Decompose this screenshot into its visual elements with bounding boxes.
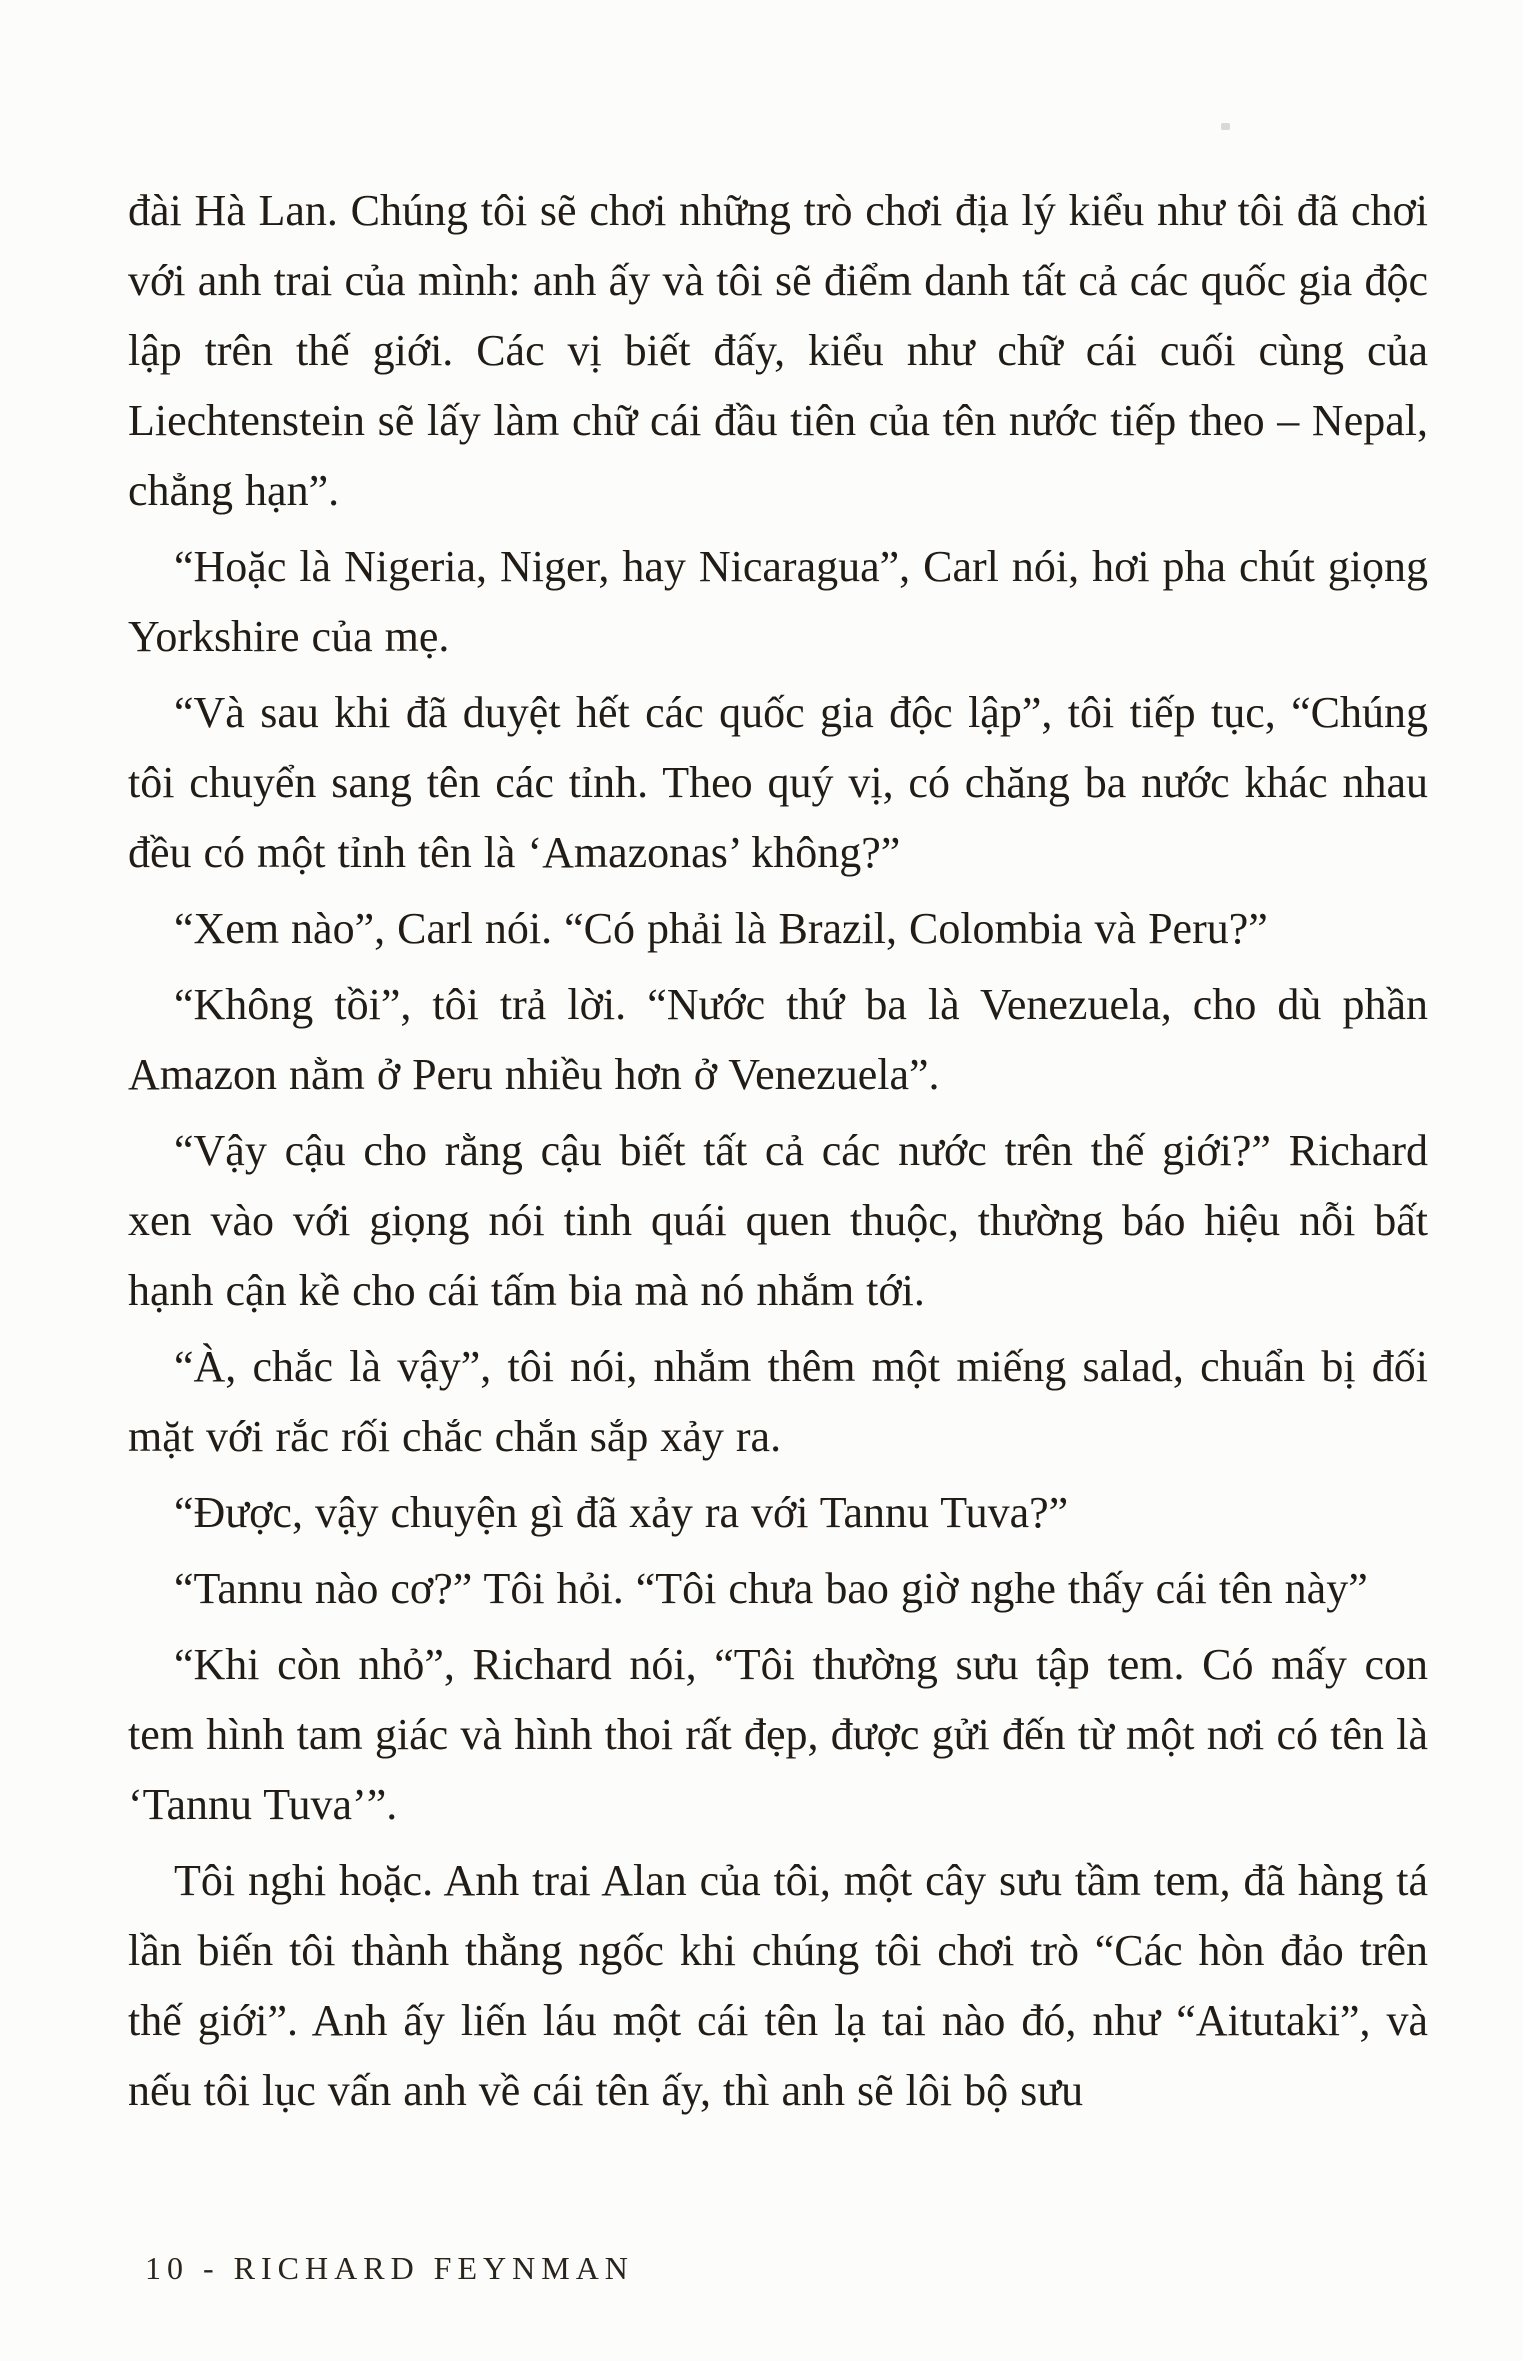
page-number: 10 [145,2250,189,2286]
paragraph: “Vậy cậu cho rằng cậu biết tất cả các nước trên thế giới?” Richard xen vào với giọng nói tinh quái quen thuộc, thường báo hiệu nỗi bất hạnh cận kề cho cái tấm bia mà nó nhắm tới. [128,1126,1428,1315]
paragraph: đài Hà Lan. Chúng tôi sẽ chơi những trò chơi địa lý kiểu như tôi đã chơi với anh trai của mình: anh ấy và tôi sẽ điểm danh tất cả các quốc gia độc lập trên thế giới. Các vị biết đấy, kiểu như chữ cái cuối cùng của Liechtenstein sẽ lấy làm chữ cái đầu tiên của tên nước tiếp theo – Nepal, chẳng hạn”. [128,186,1428,515]
paragraph: “Tannu nào cơ?” Tôi hỏi. “Tôi chưa bao giờ nghe thấy cái tên này” [174,1564,1368,1613]
book-author: RICHARD FEYNMAN [233,2250,634,2286]
paragraph: “Được, vậy chuyện gì đã xảy ra với Tannu Tuva?” [174,1488,1069,1537]
page-text [128,176,1428,2132]
scan-speck [1221,123,1230,130]
paragraph: “Không tồi”, tôi trả lời. “Nước thứ ba là Venezuela, cho dù phần Amazon nằm ở Peru nhiều hơn ở Venezuela”. [128,980,1428,1099]
paragraph: Tôi nghi hoặc. Anh trai Alan của tôi, một cây sưu tầm tem, đã hàng tá lần biến tôi thành thằng ngốc khi chúng tôi chơi trò “Các hòn đảo trên thế giới”. Anh ấy liến láu một cái tên lạ tai nào đó, như “Aitutaki”, và nếu tôi lục vấn anh về cái tên ấy, thì anh sẽ lôi bộ sưu [128,1856,1428,2115]
paragraph: “Khi còn nhỏ”, Richard nói, “Tôi thường sưu tập tem. Có mấy con tem hình tam giác và hình thoi rất đẹp, được gửi đến từ một nơi có tên là ‘Tannu Tuva’”. [128,1640,1428,1829]
page-footer [145,2248,634,2288]
paragraph: “Và sau khi đã duyệt hết các quốc gia độc lập”, tôi tiếp tục, “Chúng tôi chuyển sang tên các tỉnh. Theo quý vị, có chăng ba nước khác nhau đều có một tỉnh tên là ‘Amazonas’ không?” [128,688,1428,877]
paragraph: “Xem nào”, Carl nói. “Có phải là Brazil, Colombia và Peru?” [174,904,1268,953]
paragraph: “Hoặc là Nigeria, Niger, hay Nicaragua”, Carl nói, hơi pha chút giọng Yorkshire của mẹ. [128,542,1428,661]
paragraph: “À, chắc là vậy”, tôi nói, nhắm thêm một miếng salad, chuẩn bị đối mặt với rắc rối chắc chắn sắp xảy ra. [128,1342,1428,1461]
footer-separator: - [203,2250,220,2286]
